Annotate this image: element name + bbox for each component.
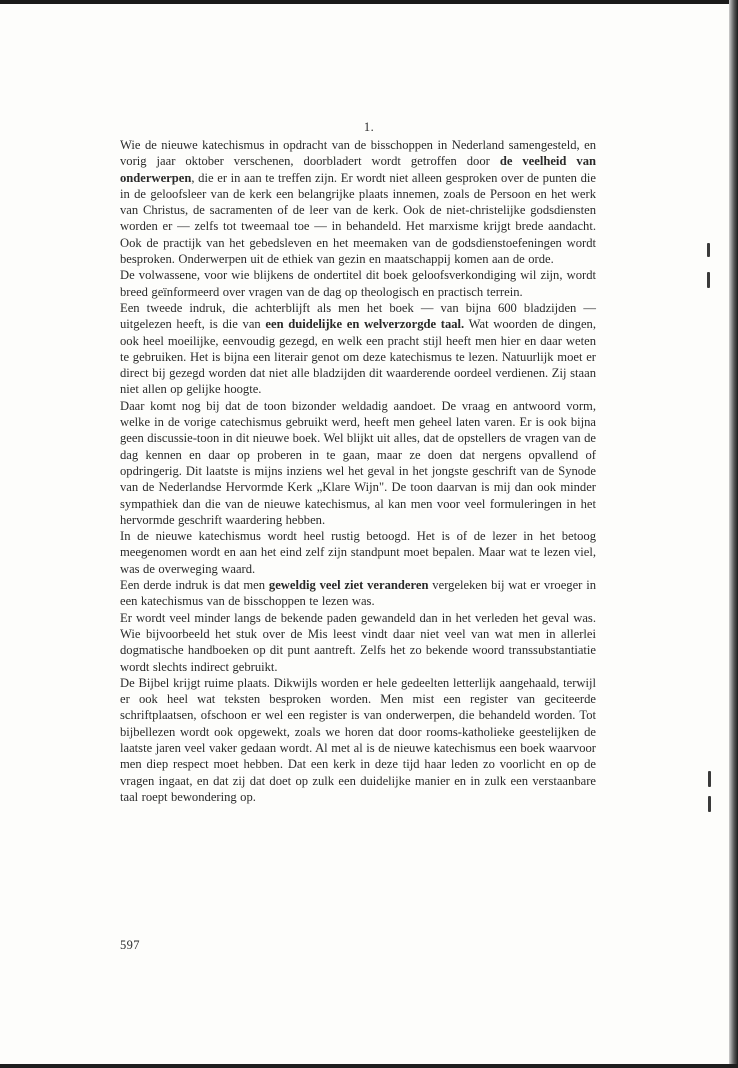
page-folio: 597 xyxy=(120,938,140,952)
paragraph xyxy=(120,675,596,805)
paragraph-text: vergeleken bij wat er vroeger in een katechismus van de bisschoppen te lezen was. xyxy=(120,578,597,609)
body-text xyxy=(120,137,596,805)
paragraph-text: De volwassene, voor wie blijkens de ondertitel dit boek geloofsverkondiging wil zijn, wordt breed geïnformeerd over vragen van de dag op theologisch en practisch terrein. xyxy=(120,268,596,299)
margin-mark xyxy=(708,796,711,812)
paragraph xyxy=(120,137,596,267)
paragraph-text: Er wordt veel minder langs de bekende paden gewandeld dan in het verleden het geval was. Wie bijvoorbeeld het stuk over de Mis leest vindt daar niet veel van wat men in allerlei dogmatische handboeken op dit punt aantreft. Zelfs het zo bekende woord transsubstantiatie wordt slechts indirect gebruikt. xyxy=(120,610,596,674)
emphasis-text: de veelheid van onderwerpen xyxy=(120,154,596,185)
paragraph-text: In de nieuwe katechismus wordt heel rustig betoogd. Het is of de lezer in het betoog meegenomen wordt en aan het eind zelf zijn standpunt moet bepalen. Maar wat te lezen viel, was de overweging waard. xyxy=(120,529,596,576)
scan-border-top xyxy=(0,0,738,4)
paragraph-text: , die er in aan te treffen zijn. Er wordt niet alleen gesproken over de punten die in de geloofsleer van de kerk een belangrijke plaats innemen, zoals de Persoon en het werk van Christus, de sacramenten of de leer van de kerk. Ook de niet-christelijke godsdiensten worden er — zelfs tot tweemaal toe — in behandeld. Het marxisme krijgt brede aandacht. Ook de practijk van het gebedsleven en het meemaken van de godsdienstoefeningen wordt besproken. Onderwerpen uit de ethiek van gezin en maatschappij komen aan de orde. xyxy=(120,170,596,267)
paragraph-text: Wat woorden de dingen, ook heel moeilijke, eenvoudig gezegd, en welk een pracht stijl heeft men hier en daar weten te gebruiken. Het is bijna een literair genot om deze katechismus te lezen. Natuurlijk moet er direct bij gezegd worden dat niet alle bladzijden dit waarderende oordeel verdienen. Zij staan niet allen op gelijke hoogte. xyxy=(120,317,596,397)
margin-mark xyxy=(708,771,711,787)
paragraph-text: Wie de nieuwe katechismus in opdracht van de bisschoppen in Nederland samengesteld, en vorig jaar oktober verschenen, doorbladert wordt getroffen door xyxy=(120,138,596,169)
section-number: 1. xyxy=(363,120,375,134)
emphasis-text: geweldig veel ziet veranderen xyxy=(268,578,429,593)
margin-mark xyxy=(707,243,710,257)
margin-mark xyxy=(707,272,710,288)
paragraph xyxy=(120,528,596,577)
paragraph-text: De Bijbel krijgt ruime plaats. Dikwijls worden er hele gedeelten letterlijk aangehaald, terwijl er ook heel wat teksten besproken worden. Men mist een register van geciteerde schriftplaatsen, ofschoon er wel een register is van onderwerpen, die behandeld worden. Tot bijbellezen wordt ook opgewekt, zoals we horen dat door rooms-katholieke geestelijken de laatste jaren veel vaker gedaan wordt. Al met al is de nieuwe katechismus een boek waarvoor men diep respect moet hebben. Dat een kerk in deze tijd haar leden zo voorlicht en op de vragen ingaat, en dat zij dat doet op zulk een duidelijke manier en in zulk een verstaanbare taal roept bewondering op. xyxy=(120,675,596,804)
paragraph xyxy=(120,610,596,675)
emphasis-text: een duidelijke en welverzorgde taal. xyxy=(265,317,465,332)
scan-border-bottom xyxy=(0,1064,738,1068)
paragraph-text: Daar komt nog bij dat de toon bizonder weldadig aandoet. De vraag en antwoord vorm, welke in de vorige catechismus gebruikt werd, heeft men geheel laten varen. Er is ook bijna geen discussie-toon in dit nieuwe boek. Wel blijkt uit alles, dat de opstellers de vragen van de dag kennen en daar op proberen in te gaan, maar ze doen dat nergens opvallend of opdringerig. Dit laatste is mijns inziens wel het geval in het jongste geschrift van de Synode van de Nederlandse Hervormde Kerk „Klare Wijn". De toon daarvan is mij dan ook minder sympathiek dan die van de nieuwe katechismus, al kan men voor veel formuleringen in het hervormde geschrift waardering hebben. xyxy=(120,398,596,527)
scan-border-right xyxy=(729,0,738,1068)
paragraph xyxy=(120,577,596,610)
paragraph xyxy=(120,300,596,398)
paragraph-text: Een tweede indruk, die achterblijft als men het boek — van bijna 600 bladzijden — uitgelezen heeft, is die van xyxy=(120,300,596,332)
paragraph-text: Een derde indruk is dat men xyxy=(120,578,269,593)
paragraph xyxy=(120,398,596,528)
paragraph xyxy=(120,267,596,300)
